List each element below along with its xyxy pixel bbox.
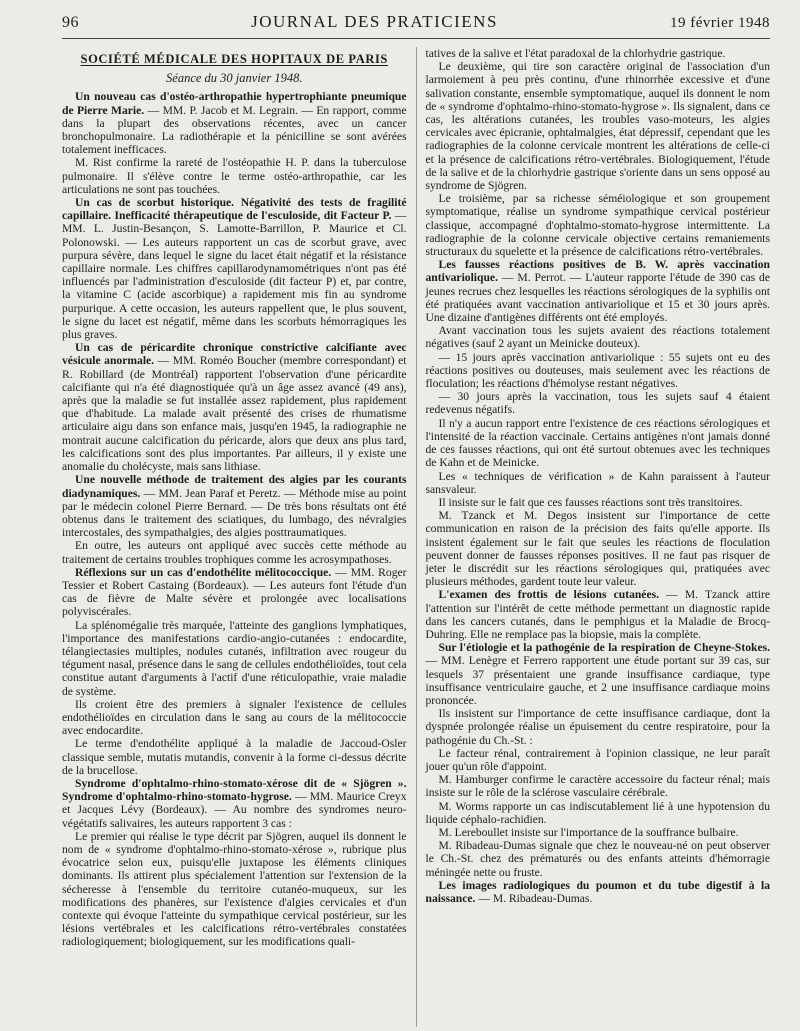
section-text: — MM. Maurice Creyx et Jacques Lévy (Bordeaux). — Au nombre des syndromes neuro-végétatifs salivaires, les auteurs rapportent 3 cas : <box>62 790 407 830</box>
paragraph: Le premier qui réalise le type décrit par Sjögren, auquel ils donnent le nom de « syndrome d'ophtalmo-rhino-stomato-xérose », rubrique plus évocatrice selon eux, puisqu'elle juxtapose les éléments cliniques dominants. Ils attirent plus spécialement l'attention sur l'extension de la sécheresse à l'ensemble du territoire cutanéo-muqueux, sur les modifications des phanères, sur l'existence d'algies cervicales et d'un contexte qui évoque l'atteinte du sympathique cervical postérieur, sur les lésions vertébrales et les calcifications rétro-vertébrales constatées radiologiquement; biologiquement, sur les modifications quali- <box>62 829 407 949</box>
page-number: 96 <box>62 14 79 31</box>
section-authors: — MM. L. Justin-Besançon, S. Lamotte-Barrillon, P. Maurice et Cl. Polonowski. <box>62 209 407 249</box>
section-paragraph <box>426 641 771 707</box>
section-paragraph <box>426 588 771 641</box>
section-authors: — MM. P. Jacob et M. Legrain. <box>144 103 298 117</box>
paragraph: M. Tzanck et M. Degos insistent sur l'importance de cette communication en raison de la précision des faits qu'elle apporte. Ils insistent également sur le fait que seules les réactions de floculation peuvent donner de fausses réponses positives. Il ne faut pas risquer de jeter le discrédit sur les réactions sérologiques qui, pratiquées avec plusieurs méthodes, gardent toute leur valeur. <box>425 509 770 589</box>
seance-date: Séance du 30 janvier 1948. <box>166 71 303 86</box>
paragraph: M. Ribadeau-Dumas signale que chez le nouveau-né on peut observer le Ch.-St. chez des prématurés ou des enfants atteints d'hémorragie méningée nette ou fruste. <box>425 839 770 879</box>
section-text: — Les auteurs rapportent un cas de scorbut grave, avec purpura sévère, dans lequel le signe du lacet était négatif et la résistance capillaire normale. Les chiffres capillarodynamométriques n'ont pas été influencés par l'administration d'esculoside (dit facteur P) et, par contre, la vitamine C (acide ascorbique) a rapidement mis fin au syndrome purpurique. A cette occasion, les auteurs rappellent que, le plus souvent, le signe du lacet est négatif, même dans les scorbuts hémorragiques les plus graves. <box>62 235 407 342</box>
section-title: Réflexions sur un cas d'endothélite mélitococcique. <box>75 565 332 579</box>
section-title: L'examen des frottis de lésions cutanées. <box>438 588 660 602</box>
section-paragraph <box>62 196 407 341</box>
section-text: — En rapport, comme dans la plupart des observations récentes, avec un cancer bronchopulmonaire. La radiothérapie et la pénicilline se sont avérées totalement inefficaces. <box>62 103 407 157</box>
society-heading: SOCIÉTÉ MÉDICALE DES HOPITAUX DE PARIS <box>80 52 388 66</box>
paragraph: Le facteur rénal, contrairement à l'opinion classique, ne leur paraît jouer qu'un rôle d'appoint. <box>425 746 770 773</box>
paragraph: — 30 jours après la vaccination, tous les sujets sauf 4 étaient redevenus négatifs. <box>425 390 770 417</box>
page-header <box>62 12 770 39</box>
section-paragraph <box>426 258 771 324</box>
section-paragraph <box>62 566 407 619</box>
section-text: — M. Perrot. — L'auteur rapporte l'étude de 390 cas de jeunes recrues chez lesquelles les réactions sérologiques de la syphilis ont été pratiquées avant vaccination antivariolique et 15 et 30 jours après. Une dizaine d'antigènes différents ont été employés. <box>425 271 770 325</box>
section-paragraph <box>62 473 407 539</box>
paragraph: Le deuxième, qui tire son caractère original de l'association d'un larmoiement à peu près continu, d'une rhinorrhée excessive et d'une salivation constante, ensemble symptomatique, auquel ils donnent le nom de « syndrome d'ophtalmo-rhino-stomato-hygrose ». Ils signalent, dans ce cas, les altérations cutanées, les troubles vaso-moteurs, les algies cervicales avec épicranie, ophtalmalgies, état dépressif, cependant que les radiographies de la colonne cervicale montrent les altérations de celle-ci et la présence de calcifications rétro-vertébrales. Biologiquement, l'étude de la salive et de la chlorhydrie gastrique s'oriente dans un sens opposé au syndrome de Sjögren. <box>425 60 770 193</box>
section-text: — MM. Roger Tessier et Robert Castaing (Bordeaux). — Les auteurs font l'étude d'un cas de fièvre de Malte sévère et prolongée avec localisations polyviscérales. <box>62 565 407 619</box>
section-paragraph <box>62 90 407 156</box>
right-column <box>416 47 771 1027</box>
section-text: — MM. Jean Paraf et Peretz. — Méthode mise au point par le médecin colonel Pierre Bernard. — De très bons résultats ont été obtenus dans le traitement des sciatiques, du lumbago, des névralgies intercostales, des sympathalgies, des algies posttraumatiques. <box>62 486 407 540</box>
paragraph: Ils croient être des premiers à signaler l'existence de cellules endothélioïdes en circulation dans le sang au cours de la mélitococcie avec endocardite. <box>62 697 407 738</box>
section-text: — MM. Lenègre et Ferrero rapportent une étude portant sur 39 cas, sur lesquels 37 présentaient une grande insuffisance cardiaque, type insuffisance ventriculaire gauche, et 2 une insuffisance cardiaque moins prononcée. <box>425 654 770 707</box>
paragraph: Le troisième, par sa richesse séméiologique et son groupement symptomatique, réalise un syndrome sympathique cervical postérieur classique, accompagné d'ophtalmo-stomato-hygrose intermittente. La radiographie de la colonne cervicale objective certains remaniements structuraux du squelette et la présence de calcifications rétro-vertébrales. <box>425 192 770 259</box>
paragraph: Ils insistent sur l'importance de cette insuffisance cardiaque, dont la dyspnée prolongée réalise un épuisement du centre respiratoire, pour la pathogénie du Ch.-St. : <box>425 707 770 747</box>
section-title: Un nouveau cas d'ostéo-arthropathie hypertrophiante pneumique de Pierre Marie. <box>62 90 407 117</box>
section-title: Une nouvelle méthode de traitement des algies par les courants diadynamiques. <box>62 473 407 500</box>
journal-title: JOURNAL DES PRATICIENS <box>251 12 498 31</box>
paragraph: M. Worms rapporte un cas indiscutablement lié à une hypotension du liquide céphalo-rachidien. <box>425 799 770 826</box>
paragraph: Il n'y a aucun rapport entre l'existence de ces réactions sérologiques et l'intensité de la réaction vaccinale. Certains antigènes n'ont jamais donné de ces fausses réactions, qui ont été surtout obtenues avec les techniques de Kahn et de Meinicke. <box>425 416 770 470</box>
paragraph: La splénomégalie très marquée, l'atteinte des ganglions lymphatiques, l'importance des manifestations cardio-angio-cutanées : endocardite, télangiectasies multiples, nodules cutanés, infiltration avec rougeur du tégument nasal, présence dans le sang de cellules endothélioïdes, tout cela constitue autant d'arguments à l'actif d'une réticulopathie, vraie maladie de système. <box>62 618 407 698</box>
section-title: Sur l'étiologie et la pathogénie de la respiration de Cheyne-Stokes. <box>438 641 770 655</box>
paragraph: En outre, les auteurs ont appliqué avec succès cette méthode au traitement de certains troubles trophiques comme les acrosympathoses. <box>62 539 407 566</box>
paragraph: M. Hamburger confirme le caractère accessoire du facteur rénal; mais insiste sur le rôle de la sclérose vasculaire cérébrale. <box>425 773 770 800</box>
issue-date: 19 février 1948 <box>670 15 770 31</box>
section-text: — M. Tzanck attire l'attention sur l'intérêt de cette méthode permettant un diagnostic rapide dans les cancers cutanés, dans le pemphigus et la Maladie de Brocq-Duhring. Elle ne remplace pas la biopsie, mais la complète. <box>425 588 770 641</box>
section-title: Les images radiologiques du poumon et du tube digestif à la naissance. <box>425 878 770 905</box>
paragraph: M. Rist confirme la rareté de l'ostéopathie H. P. dans la tuberculose pulmonaire. Il s'élève contre le terme ostéo-arthropathie, car les articulations ne sont pas touchées. <box>62 156 407 196</box>
paragraph: Il insiste sur le fait que ces fausses réactions sont très transitoires. <box>438 495 743 509</box>
section-paragraph <box>62 777 407 830</box>
section-title: Un cas de péricardite chronique constrictive calcifiante avec vésicule anormale. <box>62 341 407 368</box>
paragraph: Le terme d'endothélite appliqué à la maladie de Jaccoud-Osler classique semble, mutatis mutandis, convenir à la forme ci-dessus décrite de la brucellose. <box>62 737 407 777</box>
section-authors: — M. Ribadeau-Dumas. <box>475 892 593 905</box>
section-paragraph <box>62 341 407 473</box>
paragraph: Avant vaccination tous les sujets avaient des réactions totalement négatives (sauf 2 ayant un Meinicke douteux). <box>425 324 770 351</box>
paragraph: Les « techniques de vérification » de Kahn paraissent à l'auteur sansvaleur. <box>425 469 770 496</box>
section-text: — MM. Roméo Boucher (membre correspondant) et R. Robillard (de Montréal) rapportent l'observation d'une péricardite calcifiante qui n'a été diagnostiquée qu'à un âge assez avancé (49 ans), après que la maladie se fut installée assez rapidement, plus rapidement que d'habitude. La malade avait présenté des crises de rhumatisme articulaire aigu dans son enfance mais, jusqu'en 1945, la radiographie ne montrait aucune calcification du péricarde, alors que deux ans plus tard, les calcifications sont des plus importantes. Par ailleurs, il y existe une anomalie du cholécyste, mais sans lithiase. <box>62 354 407 474</box>
section-paragraph <box>426 879 771 905</box>
section-title: Les fausses réactions positives de B. W. après vaccination antivariolique. <box>425 258 770 285</box>
article-columns <box>62 47 770 1027</box>
section-title: Un cas de scorbut historique. Négativité des tests de fragilité capillaire. Inefficacité thérapeutique de l'esculoside, dit Facteur P. <box>62 196 407 223</box>
section-title: Syndrome d'ophtalmo-rhino-stomato-xérose dit de « Sjögren ». Syndrome d'ophtalmo-rhino-stomato-hygrose. <box>62 776 407 804</box>
paragraph: M. Lereboullet insiste sur l'importance de la souffrance bulbaire. <box>438 825 739 839</box>
left-column <box>62 47 416 1027</box>
paragraph: tatives de la salive et l'état paradoxal de la chlorhydrie gastrique. <box>425 47 726 60</box>
paragraph: — 15 jours après vaccination antivariolique : 55 sujets ont eu des réactions positives ou douteuses, mais seulement avec les réactions de floculation; les réactions d'hémolyse restant négatives. <box>425 350 770 391</box>
